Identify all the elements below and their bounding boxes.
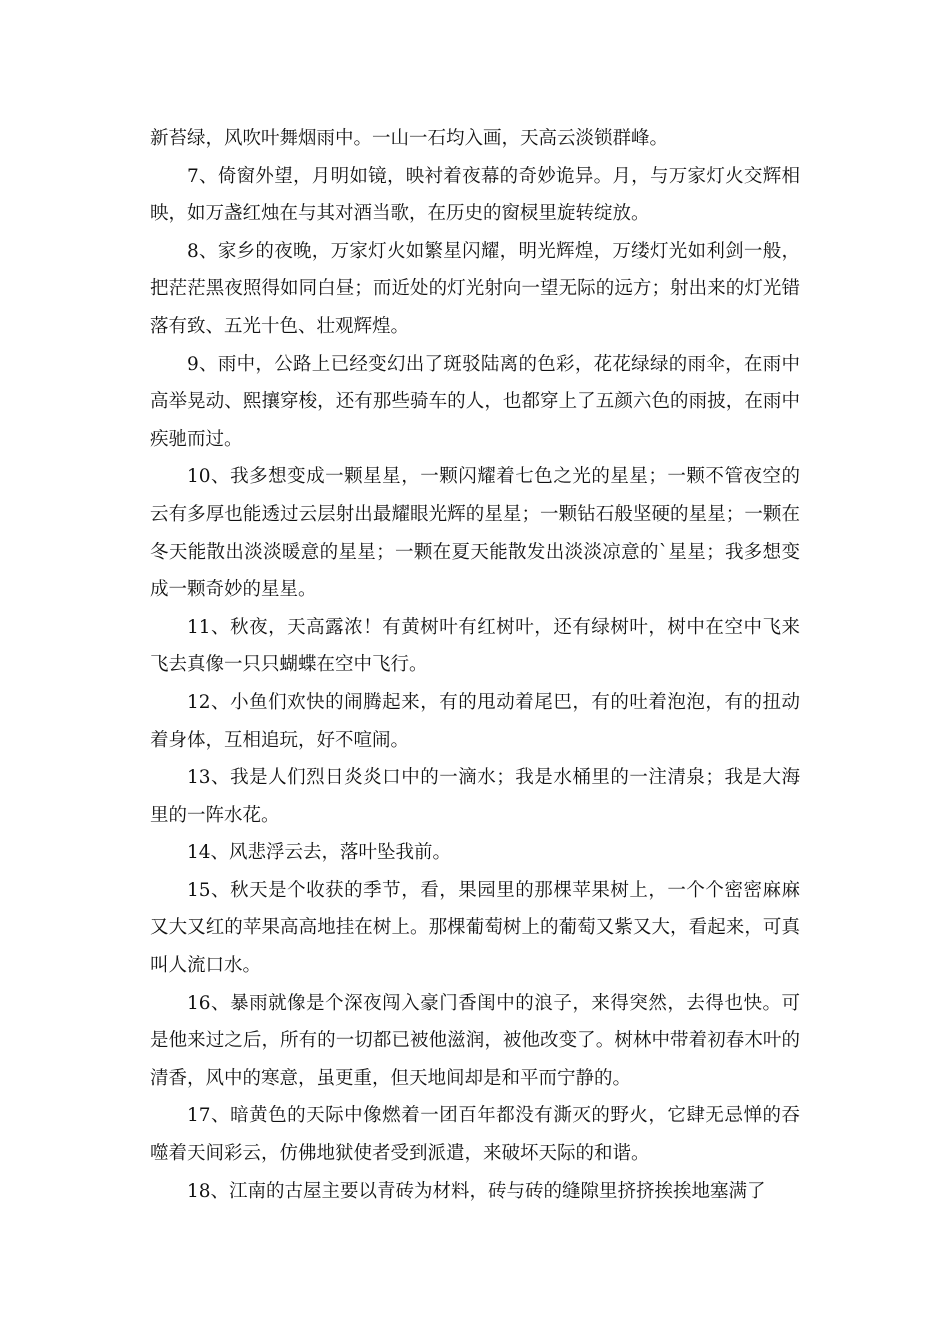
paragraph-item-9: 9、雨中，公路上已经变幻出了斑驳陆离的色彩，花花绿绿的雨伞，在雨中高举晃动、熙攘穿梭，还有那些骑车的人，也都穿上了五颜六色的雨披，在雨中疾驰而过。 xyxy=(150,353,800,450)
paragraph-item-11: 11、秋夜，天高露浓！有黄树叶有红树叶，还有绿树叶，树中在空中飞来飞去真像一只只蝴蝶在空中飞行。 xyxy=(150,616,800,676)
paragraph-item-15: 15、秋天是个收获的季节，看，果园里的那棵苹果树上，一个个密密麻麻又大又红的苹果高高地挂在树上。那棵葡萄树上的葡萄又紫又大，看起来，可真叫人流口水。 xyxy=(150,879,800,977)
paragraph-item-7: 7、倚窗外望，月明如镜，映衬着夜幕的奇妙诡异。月，与万家灯火交辉相映，如万盏红烛在与其对酒当歌，在历史的窗棂里旋转绽放。 xyxy=(150,165,800,225)
paragraph-item-13: 13、我是人们烈日炎炎口中的一滴水；我是水桶里的一注清泉；我是大海里的一阵水花。 xyxy=(150,767,800,826)
paragraph-item-8: 8、家乡的夜晚，万家灯火如繁星闪耀，明光辉煌，万缕灯光如利剑一般，把茫茫黑夜照得如同白昼；而近处的灯光射向一望无际的远方；射出来的灯光错落有致、五光十色、壮观辉煌。 xyxy=(150,240,800,337)
document-page xyxy=(150,120,800,1210)
paragraph-item-18: 18、江南的古屋主要以青砖为材料，砖与砖的缝隙里挤挤挨挨地塞满了 xyxy=(187,1180,766,1202)
paragraph-item-12: 12、小鱼们欢快的闹腾起来，有的甩动着尾巴，有的吐着泡泡，有的扭动着身体，互相追玩，好不喧闹。 xyxy=(150,691,800,751)
paragraph-item-10: 10、我多想变成一颗星星，一颗闪耀着七色之光的星星；一颗不管夜空的云有多厚也能透过云层射出最耀眼光辉的星星；一颗钻石般坚硬的星星；一颗在冬天能散出淡淡暖意的星星；一颗在夏天能散发出淡淡凉意的`星星；我多想变成一颗奇妙的星星。 xyxy=(150,466,800,601)
paragraph-continuation: 新苔绿，风吹叶舞烟雨中。一山一石均入画，天高云淡锁群峰。 xyxy=(150,128,669,149)
paragraph-item-17: 17、暗黄色的天际中像燃着一团百年都没有澌灭的野火，它肆无忌惮的吞噬着天间彩云，仿佛地狱使者受到派遣，来破坏天际的和谐。 xyxy=(150,1105,800,1165)
paragraph-item-14: 14、风悲浮云去，落叶坠我前。 xyxy=(187,842,452,864)
paragraph-item-16: 16、暴雨就像是个深夜闯入豪门香闺中的浪子，来得突然，去得也快。可是他来过之后，所有的一切都已被他滋润，被他改变了。树林中带着初春木叶的清香，风中的寒意，虽更重，但天地间却是和平而宁静的。 xyxy=(150,992,800,1089)
